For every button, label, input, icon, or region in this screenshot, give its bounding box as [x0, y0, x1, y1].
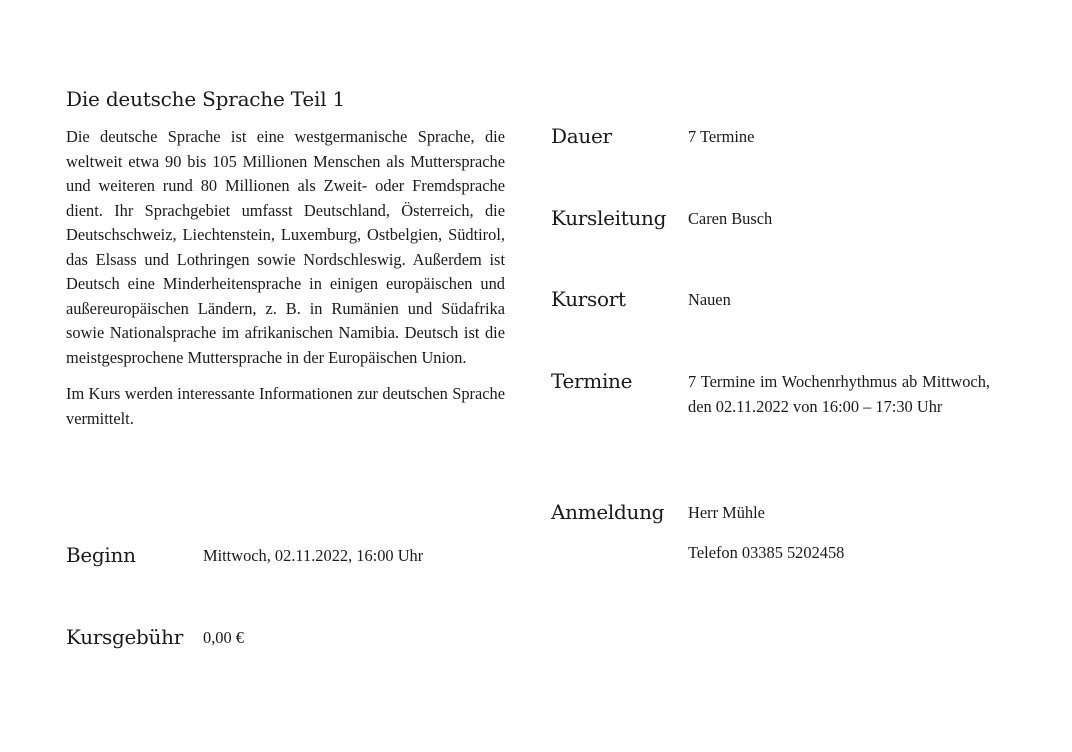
- dauer-value: 7 Termine: [688, 127, 755, 146]
- dauer-label: Dauer: [551, 124, 612, 148]
- anmeldung-phone: Telefon 03385 5202458: [688, 543, 845, 562]
- anmeldung-name: Herr Mühle: [688, 503, 765, 522]
- beginn-value: Mittwoch, 02.11.2022, 16:00 Uhr: [203, 546, 424, 565]
- kursgebuehr-value: 0,00 €: [203, 628, 244, 647]
- course-title: Die deutsche Sprache Teil 1: [66, 87, 346, 111]
- kursleitung-value: Caren Busch: [688, 209, 773, 228]
- termine-label: Termine: [551, 369, 633, 393]
- course-description-column: [66, 86, 505, 443]
- course-summary: Im Kurs werden interessante Informationen zur deutschen Sprache vermittelt.: [66, 384, 505, 428]
- kursort-value: Nauen: [688, 290, 731, 309]
- kursleitung-label: Kursleitung: [551, 206, 667, 230]
- anmeldung-label: Anmeldung: [551, 500, 665, 524]
- course-description: Die deutsche Sprache ist eine westgermanische Sprache, die weltweit etwa 90 bis 105 Millionen Menschen als Muttersprache und weiteren rund 80 Millionen als Zweit- oder Fremdsprache dient. Ihr Sprachgebiet umfasst Deutschland, Österreich, die Deutschschweiz, Liechtenstein, Luxemburg, Ostbelgien, Südtirol, das Elsass und Lothringen sowie Nordschleswig. Außerdem ist Deutsch eine Minderheitensprache in einigen europäischen und außereuropäischen Ländern, z. B. in Rumänien und Südafrika sowie Nationalsprache im afrikanischen Namibia. Deutsch ist die meistgesprochene Muttersprache in der Europäischen Union.: [66, 127, 505, 367]
- beginn-label: Beginn: [66, 543, 136, 567]
- kursgebuehr-label: Kursgebühr: [66, 625, 183, 649]
- termine-value: 7 Termine im Wochenrhythmus ab Mittwoch, den 02.11.2022 von 16:00 – 17:30 Uhr: [688, 372, 990, 416]
- kursort-label: Kursort: [551, 287, 626, 311]
